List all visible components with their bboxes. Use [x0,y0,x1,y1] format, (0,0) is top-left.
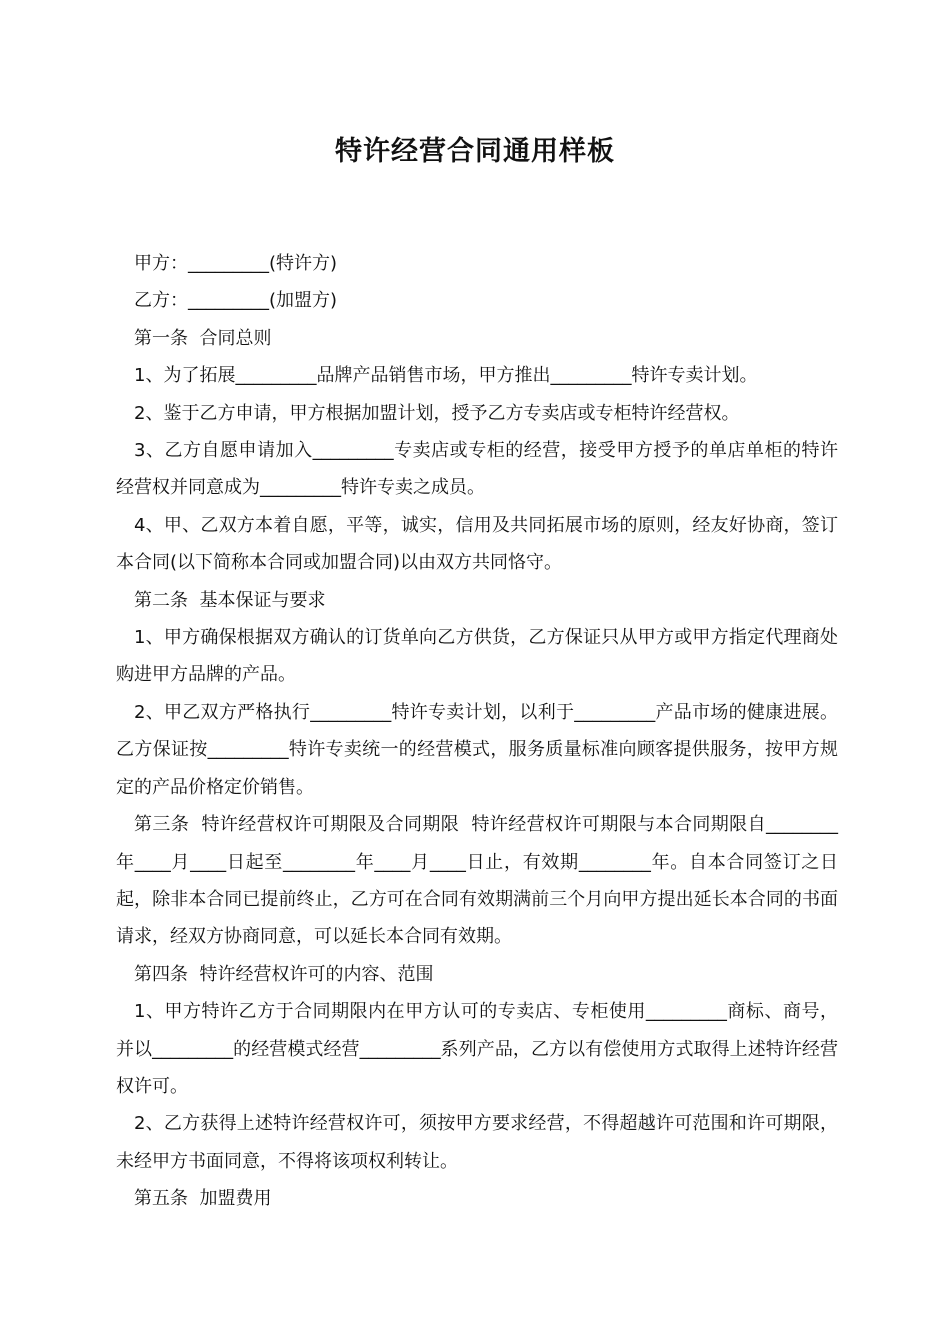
article-1-clause-3: 3、乙方自愿申请加入_________专卖店或专柜的经营，接受甲方授予的单店单柜的特许经营权并同意成为_________特许专卖之成员。 [116,440,838,499]
article-2-clause-2: 2、甲乙双方严格执行_________特许专卖计划，以利于_________产品市场的健康进展。乙方保证按_________特许专卖统一的经营模式，服务质量标准向顾客提供服务，按甲方规定的产品价格定价销售。 [116,701,838,798]
party-b-line: 乙方：_________(加盟方) [134,290,338,312]
party-a-line: 甲方：_________(特许方) [134,253,338,274]
document-title: 特许经营合同通用样板 [335,136,615,167]
article-2-heading: 第二条 基本保证与要求 [134,589,326,611]
article-1-clause-1: 1、为了拓展_________品牌产品销售市场，甲方推出_________特许专卖计划。 [134,365,758,387]
article-4-heading: 第四条 特许经营权许可的内容、范围 [134,963,434,985]
article-5-heading: 第五条 加盟费用 [134,1188,272,1210]
article-1-clause-2: 2、鉴于乙方申请，甲方根据加盟计划，授予乙方专卖店或专柜特许经营权。 [134,402,740,424]
article-2-clause-1: 1、甲方确保根据双方确认的订货单向乙方供货，乙方保证只从甲方或甲方指定代理商处购进甲方品牌的产品。 [116,627,838,686]
document-body [116,245,838,1218]
article-4-clause-2: 2、乙方获得上述特许经营权许可，须按甲方要求经营，不得超越许可范围和许可期限，未经甲方书面同意，不得将该项权利转让。 [116,1113,838,1172]
article-1-clause-4: 4、甲、乙双方本着自愿，平等，诚实，信用及共同拓展市场的原则，经友好协商，签订本合同(以下简称本合同或加盟合同)以由双方共同恪守。 [116,514,838,574]
article-3-paragraph: 第三条 特许经营权许可期限及合同期限 特许经营权许可期限与本合同期限自________年____月____日起至________年____月____日止，有效期________年。自本合同签订之日起，除非本合同已提前终止，乙方可在合同有效期满前三个月向甲方提出延长本合同的书面请求，经双方协商同意，可以延长本合同有效期。 [116,814,838,948]
article-1-heading: 第一条 合同总则 [134,327,272,349]
article-4-clause-1: 1、甲方特许乙方于合同期限内在甲方认可的专卖店、专柜使用_________商标、商号，并以_________的经营模式经营_________系列产品，乙方以有偿使用方式取得上述特许经营权许可。 [116,1001,838,1097]
